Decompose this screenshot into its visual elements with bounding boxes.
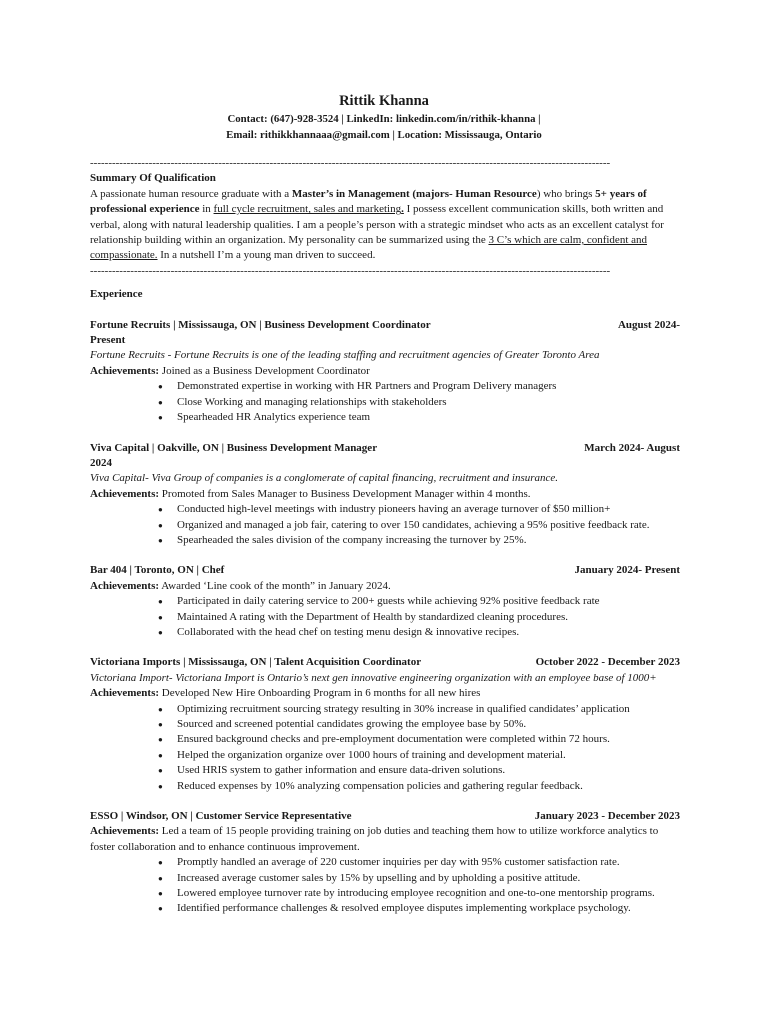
achievements-line	[90, 579, 680, 594]
bullet-item: ● Used HRIS system to gather information and ensure data-driven solutions.	[90, 763, 680, 778]
bullet-item: ● Maintained A rating with the Department of Health by standardized cleaning procedures.	[90, 610, 680, 625]
company-description: Viva Capital- Viva Group of companies is a conglomerate of capital financing, recruitment and insurance.	[90, 472, 559, 485]
achievements-line	[90, 487, 680, 502]
achievements-text: Promoted from Sales Manager to Business Development Manager within 4 months.	[159, 487, 531, 500]
job-entry	[90, 318, 680, 441]
job-heading-row	[90, 655, 680, 670]
summary-segment: A passionate human resource graduate with a	[90, 187, 292, 200]
achievements-line	[90, 364, 680, 379]
achievements-label: Achievements:	[90, 487, 160, 500]
job-heading-row	[90, 441, 680, 456]
job-date: August 2024-	[617, 318, 680, 331]
bullet-item: ● Spearheaded the sales division of the company increasing the turnover by 25%.	[90, 533, 680, 548]
summary-segment: In a nutshell I’m a young man driven to succeed.	[157, 249, 376, 262]
summary-segment: I possess excellent communication skills, both written and verbal, along with natural leadership qualities. I am a people’s person with a strategic mindset who acts as an excellent catalyst for relationship building within an organization. My personality can be summarized using the	[90, 203, 664, 247]
achievements-text: Awarded ‘Line cook of the month” in January 2024.	[159, 579, 391, 592]
contact-line-1: Contact: (647)-928-3524 | LinkedIn: linkedin.com/in/rithik-khanna |	[227, 113, 541, 125]
job-heading-row	[90, 809, 680, 824]
bullet-item: ● Reduced expenses by 10% analyzing compensation policies and gathering regular feedback.	[90, 779, 680, 794]
job-entry	[90, 563, 680, 655]
achievements-line	[90, 824, 680, 855]
summary-segment: .	[401, 203, 404, 216]
job-heading-row	[90, 563, 680, 578]
company-description: Victoriana Import- Victoriana Import is Ontario’s next gen innovative engineering organization with an employee base of 1000+	[90, 671, 657, 684]
contact-line-2: Email: rithikkhannaaa@gmail.com | Location: Mississauga, Ontario	[226, 129, 542, 141]
company-description: Fortune Recruits - Fortune Recruits is one of the leading staffing and recruitment agencies of Greater Toronto Area	[90, 349, 600, 362]
summary-segment: 5+ years of professional experience	[90, 187, 647, 216]
job-entry	[90, 809, 680, 917]
bullet-item: ● Identified performance challenges & resolved employee disputes implementing workplace psychology.	[90, 901, 680, 916]
bullet-item: ● Lowered employee turnover rate by introducing employee recognition and one-to-one mentorship programs.	[90, 886, 680, 901]
bullet-item: ● Spearheaded HR Analytics experience team	[90, 410, 680, 425]
achievements-label: Achievements:	[90, 364, 160, 377]
bullet-item: ● Participated in daily catering service to 200+ guests while achieving 92% positive feedback rate	[90, 594, 680, 609]
bullet-item: ● Helped the organization organize over 1000 hours of training and development material.	[90, 748, 680, 763]
job-title: Victoriana Imports | Mississauga, ON | Talent Acquisition Coordinator	[90, 656, 422, 669]
divider-rule: ----------------------------------------------------------------------------------------------------------------------------------------------	[90, 264, 611, 277]
resume-header	[0, 91, 768, 143]
resume-body	[90, 156, 680, 917]
summary-title: Summary Of Qualification	[90, 172, 216, 185]
achievements-line	[90, 686, 680, 701]
summary-segment: in	[199, 203, 214, 216]
bullet-item: ● Collaborated with the head chef on testing menu design & innovative recipes.	[90, 625, 680, 640]
achievement-bullets	[90, 702, 680, 794]
job-date: October 2022 - December 2023	[535, 656, 680, 669]
bullet-item: ● Close Working and managing relationships with stakeholders	[90, 395, 680, 410]
candidate-name: Rittik Khanna	[339, 93, 429, 109]
bullet-item: ● Conducted high-level meetings with industry pioneers having an average turnover of $50 million+	[90, 502, 680, 517]
job-date: March 2024- August	[584, 441, 680, 454]
achievement-bullets	[90, 594, 680, 640]
bullet-item: ● Sourced and screened potential candidates growing the employee base by 50%.	[90, 717, 680, 732]
summary-segment: Master’s in Management (majors- Human Resource	[291, 187, 537, 200]
achievements-text: Led a team of 15 people providing training on job duties and teaching them how to utilize workforce analytics to foster collaboration and to enhance continuous improvement.	[90, 825, 659, 853]
achievements-label: Achievements:	[90, 687, 160, 700]
bullet-item: ● Demonstrated expertise in working with HR Partners and Program Delivery managers	[90, 379, 680, 394]
bullet-item: ● Increased average customer sales by 15% by upselling and by upholding a positive attitude.	[90, 871, 680, 886]
job-title: Viva Capital | Oakville, ON | Business Development Manager	[90, 441, 378, 454]
achievements-label: Achievements:	[90, 825, 160, 838]
job-entry	[90, 441, 680, 564]
job-date-continued: 2024	[90, 456, 112, 469]
divider-rule: ----------------------------------------------------------------------------------------------------------------------------------------------	[90, 157, 611, 169]
experience-title: Experience	[90, 288, 143, 301]
summary-segment: ) who brings	[536, 187, 596, 200]
job-title: Bar 404 | Toronto, ON | Chef	[90, 564, 225, 577]
achievements-text: Joined as a Business Development Coordinator	[159, 364, 370, 377]
summary-segment: full cycle recruitment, sales and marketing	[213, 203, 402, 216]
bullet-item: ● Optimizing recruitment sourcing strategy resulting in 30% increase in qualified candidates’ application	[90, 702, 680, 717]
job-date: January 2023 - December 2023	[534, 810, 680, 823]
summary-paragraph	[90, 187, 680, 264]
job-entry	[90, 655, 680, 809]
achievements-text: Developed New Hire Onboarding Program in 6 months for all new hires	[159, 687, 481, 700]
job-date-continued: Present	[90, 334, 126, 347]
achievement-bullets	[90, 855, 680, 917]
job-title: Fortune Recruits | Mississauga, ON | Business Development Coordinator	[90, 318, 431, 331]
achievement-bullets	[90, 379, 680, 425]
experience-list	[90, 318, 680, 917]
achievement-bullets	[90, 502, 680, 548]
achievements-label: Achievements:	[90, 579, 160, 592]
bullet-item: ● Promptly handled an average of 220 customer inquiries per day with 95% customer satisfaction rate.	[90, 855, 680, 870]
job-date: January 2024- Present	[574, 564, 680, 577]
bullet-item: ● Ensured background checks and pre-employment documentation were completed within 72 hours.	[90, 732, 680, 747]
job-heading-row	[90, 318, 680, 333]
summary-segment: 3 C’s which are calm, confident and compassionate.	[90, 234, 648, 262]
job-title: ESSO | Windsor, ON | Customer Service Representative	[90, 810, 352, 823]
bullet-item: ● Organized and managed a job fair, catering to over 150 candidates, achieving a 95% positive feedback rate.	[90, 518, 680, 533]
